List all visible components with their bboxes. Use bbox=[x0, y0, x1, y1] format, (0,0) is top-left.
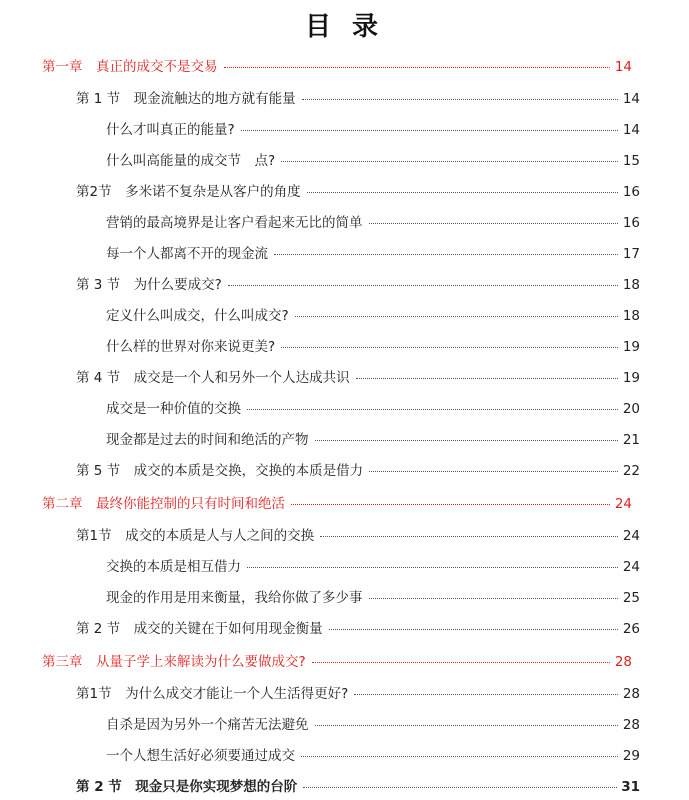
toc-entry-label: 第1节 为什么成交才能让一个人生活得更好? bbox=[76, 686, 349, 702]
toc-page-number: 18 bbox=[622, 308, 640, 324]
toc-page-number: 16 bbox=[622, 184, 640, 200]
toc-page-number: 14 bbox=[622, 122, 640, 138]
toc-leader-dots bbox=[274, 254, 618, 255]
toc-page-number: 24 bbox=[622, 559, 640, 575]
toc-page-number: 17 bbox=[622, 246, 640, 262]
toc-subsection[interactable] bbox=[106, 713, 640, 735]
toc-subsection[interactable] bbox=[106, 118, 640, 140]
toc-entry-label: 第 2 节 成交的关键在于如何用现金衡量 bbox=[76, 621, 323, 637]
toc-page-number: 25 bbox=[622, 590, 640, 606]
toc-entry-label: 第1节 成交的本质是人与人之间的交换 bbox=[76, 528, 315, 544]
toc-entry-label: 成交是一种价值的交换 bbox=[106, 401, 241, 417]
toc-leader-dots bbox=[247, 409, 618, 410]
toc-leader-dots bbox=[224, 67, 611, 68]
toc-entry-label: 什么才叫真正的能量? bbox=[106, 122, 235, 138]
toc-entry-label: 第 4 节 成交是一个人和另外一个人达成共识 bbox=[76, 370, 350, 386]
toc-subsection[interactable] bbox=[106, 555, 640, 577]
toc-page-number: 15 bbox=[622, 153, 640, 169]
toc-leader-dots bbox=[369, 598, 619, 599]
toc-section[interactable] bbox=[76, 459, 640, 481]
toc-entry-label: 自杀是因为另外一个痛苦无法避免 bbox=[106, 717, 309, 733]
toc-chapter-3[interactable] bbox=[42, 650, 632, 672]
toc-page-number: 29 bbox=[622, 748, 640, 764]
toc-leader-dots bbox=[291, 504, 610, 505]
toc-subsection[interactable] bbox=[106, 744, 640, 766]
toc-leader-dots bbox=[301, 756, 618, 757]
page-title: 目 录 bbox=[304, 12, 385, 42]
toc-entry-label: 交换的本质是相互借力 bbox=[106, 559, 241, 575]
toc-leader-dots bbox=[307, 192, 618, 193]
toc-entry-label: 定义什么叫成交，什么叫成交? bbox=[106, 308, 289, 324]
toc-section[interactable] bbox=[76, 617, 640, 639]
toc-leader-dots bbox=[315, 440, 619, 441]
toc-leader-dots bbox=[354, 694, 618, 695]
toc-section[interactable] bbox=[76, 87, 640, 109]
toc-leader-dots bbox=[369, 471, 618, 472]
toc-page-number: 16 bbox=[622, 215, 640, 231]
toc-subsection[interactable] bbox=[106, 149, 640, 171]
toc-leader-dots bbox=[303, 787, 617, 788]
toc-entry-label: 第 2 节 现金只是你实现梦想的台阶 bbox=[76, 779, 298, 795]
toc-leader-dots bbox=[312, 662, 610, 663]
toc-leader-dots bbox=[228, 285, 618, 286]
toc-entry-label: 什么样的世界对你来说更美? bbox=[106, 339, 276, 355]
toc-subsection[interactable] bbox=[106, 304, 640, 326]
toc-entry-label: 营销的最高境界是让客户看起来无比的简单 bbox=[106, 215, 363, 231]
toc-entry-label: 第二章 最终你能控制的只有时间和绝活 bbox=[42, 496, 285, 512]
toc-page-number: 21 bbox=[622, 432, 640, 448]
toc-chapter-1[interactable] bbox=[42, 55, 632, 77]
toc-section[interactable] bbox=[76, 524, 640, 546]
toc-subsection[interactable] bbox=[106, 586, 640, 608]
toc-leader-dots bbox=[241, 130, 618, 131]
toc-page-number: 22 bbox=[622, 463, 640, 479]
toc-entry-label: 第 5 节 成交的本质是交换，交换的本质是借力 bbox=[76, 463, 364, 479]
toc-section[interactable] bbox=[76, 366, 640, 388]
toc-leader-dots bbox=[329, 629, 618, 630]
toc-subsection[interactable] bbox=[106, 428, 640, 450]
toc-subsection[interactable] bbox=[106, 335, 640, 357]
toc-page-number: 24 bbox=[614, 496, 632, 512]
toc-entry-label: 第三章 从量子学上来解读为什么要做成交? bbox=[42, 654, 306, 670]
toc-page-number: 19 bbox=[622, 370, 640, 386]
toc-page-number: 20 bbox=[622, 401, 640, 417]
toc-section[interactable] bbox=[76, 775, 640, 797]
toc-page-number: 14 bbox=[614, 59, 632, 75]
toc-page-number: 24 bbox=[622, 528, 640, 544]
toc-section[interactable] bbox=[76, 273, 640, 295]
toc-leader-dots bbox=[302, 99, 618, 100]
toc-leader-dots bbox=[281, 347, 618, 348]
toc-page-number: 31 bbox=[621, 779, 640, 795]
toc-page-number: 14 bbox=[622, 91, 640, 107]
toc-entry-label: 一个人想生活好必须要通过成交 bbox=[106, 748, 295, 764]
toc-section[interactable] bbox=[76, 180, 640, 202]
toc-entry-label: 现金都是过去的时间和绝活的产物 bbox=[106, 432, 309, 448]
toc-page-number: 18 bbox=[622, 277, 640, 293]
toc-page-number: 19 bbox=[622, 339, 640, 355]
toc-leader-dots bbox=[295, 316, 618, 317]
toc-subsection[interactable] bbox=[106, 397, 640, 419]
toc-subsection[interactable] bbox=[106, 211, 640, 233]
toc-leader-dots bbox=[369, 223, 619, 224]
toc-page-number: 28 bbox=[622, 686, 640, 702]
toc-entry-label: 什么叫高能量的成交节 点? bbox=[106, 153, 276, 169]
toc-entry-label: 每一个人都离不开的现金流 bbox=[106, 246, 268, 262]
toc-section[interactable] bbox=[76, 682, 640, 704]
toc-page-number: 28 bbox=[614, 654, 632, 670]
toc-page-number: 28 bbox=[622, 717, 640, 733]
toc-leader-dots bbox=[247, 567, 618, 568]
toc-entry-label: 第2节 多米诺不复杂是从客户的角度 bbox=[76, 184, 301, 200]
toc-entry-label: 第 1 节 现金流触达的地方就有能量 bbox=[76, 91, 296, 107]
toc-leader-dots bbox=[356, 378, 618, 379]
toc-entry-label: 第一章 真正的成交不是交易 bbox=[42, 59, 218, 75]
toc-chapter-2[interactable] bbox=[42, 492, 632, 514]
toc-page-number: 26 bbox=[622, 621, 640, 637]
toc-leader-dots bbox=[315, 725, 619, 726]
toc-leader-dots bbox=[320, 536, 618, 537]
toc-subsection[interactable] bbox=[106, 242, 640, 264]
toc-entry-label: 第 3 节 为什么要成交? bbox=[76, 277, 222, 293]
toc-leader-dots bbox=[281, 161, 618, 162]
toc-entry-label: 现金的作用是用来衡量，我给你做了多少事 bbox=[106, 590, 363, 606]
